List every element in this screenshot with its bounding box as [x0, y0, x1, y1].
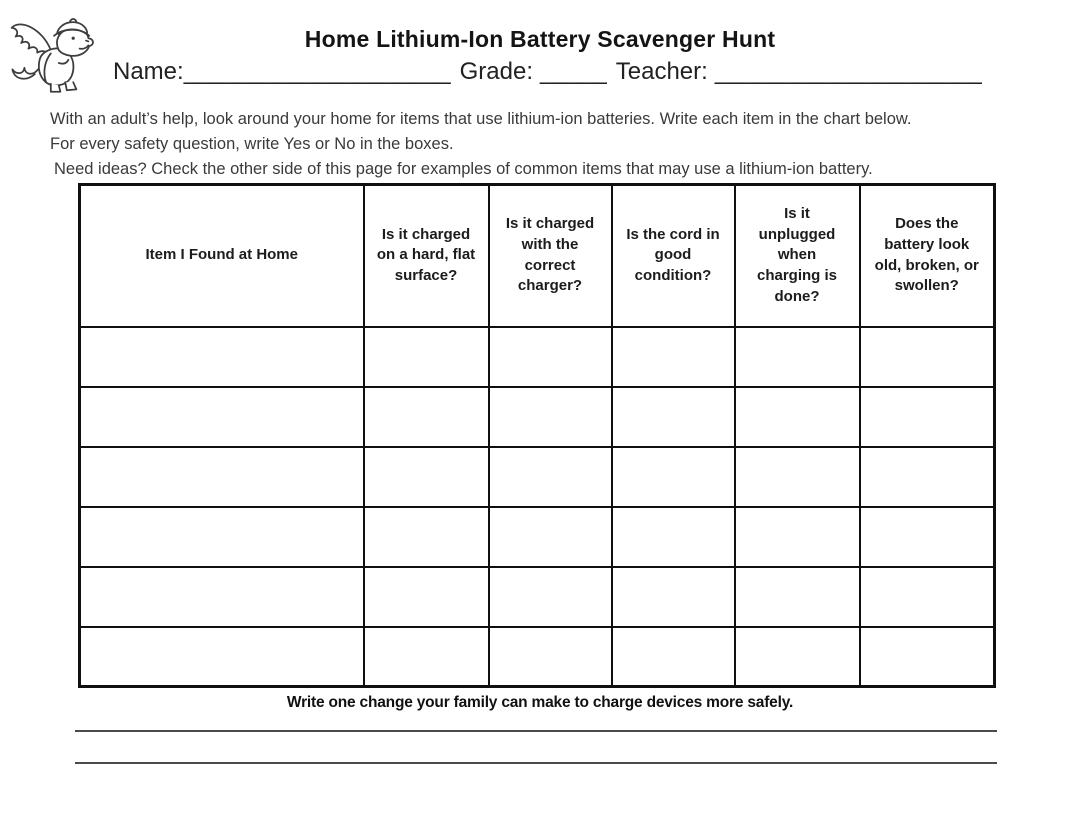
answer-line-1[interactable] — [75, 730, 997, 732]
table-row — [80, 507, 995, 567]
name-label: Name: — [113, 58, 184, 85]
answer-cell[interactable] — [860, 327, 995, 387]
answer-cell[interactable] — [489, 567, 612, 627]
answer-cell[interactable] — [489, 387, 612, 447]
table-row — [80, 447, 995, 507]
answer-cell[interactable] — [860, 507, 995, 567]
answer-line-2[interactable] — [75, 762, 997, 764]
answer-cell[interactable] — [612, 627, 735, 687]
answer-cell[interactable] — [735, 627, 860, 687]
item-cell[interactable] — [80, 567, 364, 627]
answer-cell[interactable] — [364, 387, 489, 447]
answer-cell[interactable] — [735, 387, 860, 447]
item-cell[interactable] — [80, 507, 364, 567]
table-row — [80, 327, 995, 387]
grade-label: Grade: — [459, 58, 534, 85]
column-header-battery-condition: Does the battery look old, broken, or swollen? — [860, 185, 995, 327]
answer-cell[interactable] — [612, 447, 735, 507]
answer-cell[interactable] — [364, 327, 489, 387]
instructions-line-3: Need ideas? Check the other side of this page for examples of common items that may use a lithium-ion battery. — [54, 160, 873, 178]
answer-cell[interactable] — [612, 567, 735, 627]
answer-cell[interactable] — [364, 627, 489, 687]
page-title: Home Lithium-Ion Battery Scavenger Hunt — [304, 26, 776, 52]
column-header-cord-condition: Is the cord in good condition? — [612, 185, 735, 327]
teacher-label: Teacher: — [615, 58, 708, 85]
column-header-correct-charger: Is it charged with the correct charger? — [489, 185, 612, 327]
student-info-row — [113, 58, 982, 86]
grade-blank[interactable]: _____ — [540, 58, 607, 85]
answer-cell[interactable] — [860, 447, 995, 507]
answer-cell[interactable] — [612, 387, 735, 447]
answer-cell[interactable] — [735, 507, 860, 567]
scavenger-hunt-table — [78, 183, 996, 688]
instructions — [50, 107, 1060, 182]
dragon-mascot-icon — [6, 10, 102, 100]
answer-cell[interactable] — [860, 627, 995, 687]
column-header-hard-flat-surface: Is it charged on a hard, flat surface? — [364, 185, 489, 327]
column-header-unplugged-when-done: Is it unplugged when charging is done? — [735, 185, 860, 327]
instructions-line-2: For every safety question, write Yes or No in the boxes. — [50, 135, 454, 153]
item-cell[interactable] — [80, 627, 364, 687]
answer-cell[interactable] — [489, 507, 612, 567]
footer-prompt: Write one change your family can make to charge devices more safely. — [286, 694, 794, 711]
item-cell[interactable] — [80, 447, 364, 507]
answer-cell[interactable] — [612, 327, 735, 387]
answer-cell[interactable] — [489, 627, 612, 687]
answer-cell[interactable] — [364, 567, 489, 627]
answer-cell[interactable] — [860, 567, 995, 627]
answer-cell[interactable] — [735, 447, 860, 507]
instructions-line-1: With an adult’s help, look around your home for items that use lithium-ion batteries. Write each item in the chart below. — [50, 110, 912, 128]
table-row — [80, 567, 995, 627]
answer-cell[interactable] — [612, 507, 735, 567]
answer-cell[interactable] — [364, 447, 489, 507]
name-blank[interactable]: ____________________ — [183, 58, 451, 85]
table-row — [80, 387, 995, 447]
column-header-item: Item I Found at Home — [80, 185, 364, 327]
answer-cell[interactable] — [735, 567, 860, 627]
table-header-row — [80, 185, 995, 327]
answer-cell[interactable] — [489, 327, 612, 387]
item-cell[interactable] — [80, 387, 364, 447]
answer-cell[interactable] — [860, 387, 995, 447]
item-cell[interactable] — [80, 327, 364, 387]
table-body — [80, 327, 995, 687]
teacher-blank[interactable]: ____________________ — [714, 58, 982, 85]
answer-cell[interactable] — [735, 327, 860, 387]
table-row — [80, 627, 995, 687]
answer-cell[interactable] — [364, 507, 489, 567]
answer-cell[interactable] — [489, 447, 612, 507]
